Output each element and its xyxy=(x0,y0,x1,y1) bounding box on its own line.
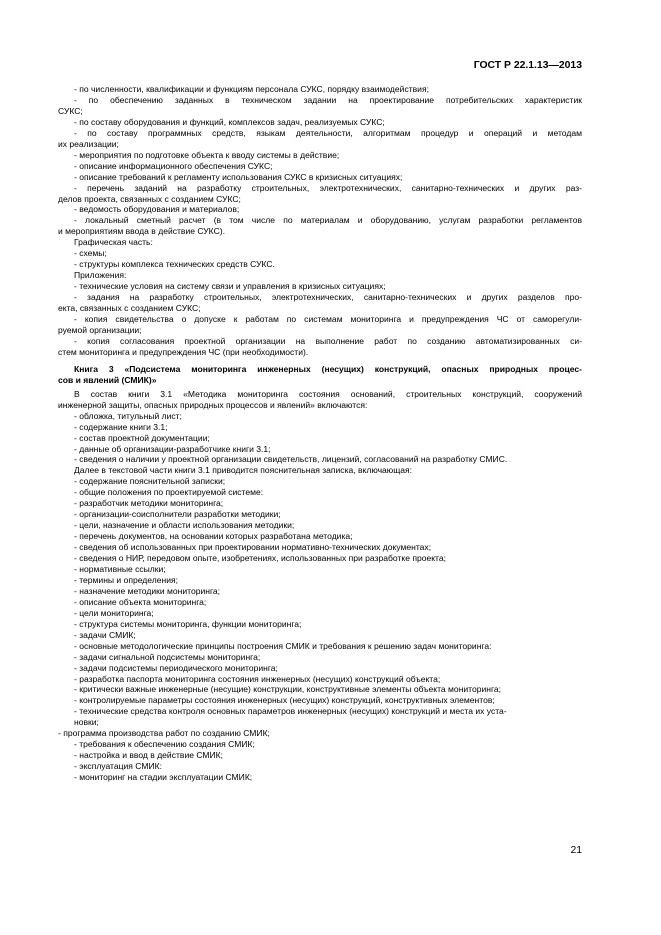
list-item-continuation: - программа производства работ по созданию СМИК; xyxy=(58,728,270,739)
list-item-continuation: их реализации; xyxy=(58,138,119,149)
list-item: - по обеспечению заданных в техническом задании на проектирование потребительских характеристик xyxy=(74,94,582,105)
list-item: - цели мониторинга; xyxy=(74,607,154,618)
list-item-continuation: руемой организации; xyxy=(58,324,142,335)
list-item: - организации-соисполнители разработки методики; xyxy=(74,509,281,520)
list-item: - технические условия на систему связи и управления в кризисных ситуациях; xyxy=(74,281,386,292)
list-item: - задания на разработку строительных, электротехнических, санитарно-технических и других разделов про- xyxy=(74,292,582,303)
list-item: - описание информационного обеспечения СУКС; xyxy=(74,160,273,171)
list-item: - разработчик методики мониторинга; xyxy=(74,498,224,509)
list-item: - требования к обеспечению создания СМИК; xyxy=(74,739,255,750)
paragraph: Далее в текстовой части книги 3.1 приводится пояснительная записка, включающая: xyxy=(74,465,412,476)
list-item: - задачи подсистемы периодического мониторинга; xyxy=(74,662,278,673)
list-item: - эксплуатация СМИК: xyxy=(74,761,162,772)
list-item: - разработка паспорта мониторинга состояния инженерных (несущих) конструкций объекта; xyxy=(74,673,441,684)
list-item: - ведомость оборудования и материалов; xyxy=(74,204,240,215)
list-item: - обложка, титульный лист; xyxy=(74,410,182,421)
list-item-continuation: СУКС; xyxy=(58,105,83,116)
section-label: Приложения: xyxy=(74,270,127,281)
list-item: - состав проектной документации; xyxy=(74,432,210,443)
list-item: - сведения об использованных при проектировании нормативно-технических документах; xyxy=(74,542,432,553)
list-item: - описание требований к регламенту использования СУКС в кризисных ситуациях; xyxy=(74,171,403,182)
list-item: - цели, назначение и области использования методики; xyxy=(74,520,295,531)
list-item: - контролируемые параметры состояния инженерных (несущих) конструкций, конструктивных элементов; xyxy=(74,695,495,706)
list-item: - содержание книги 3.1; xyxy=(74,421,168,432)
list-item: - общие положения по проектируемой системе: xyxy=(74,487,264,498)
list-item: новки; xyxy=(74,717,99,728)
list-item-continuation: стем мониторинга и предупреждения ЧС (при необходимости). xyxy=(58,346,309,357)
list-item: - мероприятия по подготовке объекта к вводу системы в действие; xyxy=(74,149,340,160)
list-item: - критически важные инженерные (несущие) конструкции, конструктивные элементы объекта мониторинга; xyxy=(74,684,502,695)
list-item: - структура системы мониторинга, функции мониторинга; xyxy=(74,618,302,629)
list-item: - описание объекта мониторинга; xyxy=(74,596,207,607)
book-heading: Книга 3 «Подсистема мониторинга инженерных (несущих) конструкций, опасных природных процес- xyxy=(74,363,582,374)
list-item: - по составу программных средств, языкам деятельности, алгоритмам процедур и операций и методам xyxy=(74,127,582,138)
section-label: Графическая часть: xyxy=(74,237,153,248)
paragraph: В состав книги 3.1 «Методика мониторинга состояния оснований, строительных конструкций, сооружений xyxy=(74,388,582,399)
list-item: - задачи сигнальной подсистемы мониторинга; xyxy=(74,651,261,662)
page-number: 21 xyxy=(570,845,582,856)
list-item: - термины и определения; xyxy=(74,574,178,585)
list-item: - перечень документов, на основании которых разработана методика; xyxy=(74,531,353,542)
list-item: - сведения о НИР, передовом опыте, изобретениях, использованных при разработке проекта; xyxy=(74,553,447,564)
list-item-continuation: екта, связанных с созданием СУКС; xyxy=(58,303,201,314)
document-body xyxy=(58,84,582,783)
list-item: - задачи СМИК; xyxy=(74,629,136,640)
list-item: - локальный сметный расчет (в том числе по материалам и оборудованию, услугам разработки регламентов xyxy=(74,215,582,226)
list-item: - основные методологические принципы построения СМИК и требования к решению задач мониторинга: xyxy=(74,640,492,651)
paragraph-continuation: инженерной защиты, опасных природных процессов и явлений» включаются: xyxy=(58,399,368,410)
book-heading-continuation: сов и явлений (СМИК)» xyxy=(58,374,157,385)
list-item: - сведения о наличии у проектной организации свидетельств, лицензий, согласований на разработку СМИС. xyxy=(74,454,508,465)
list-item: - мониторинг на стадии эксплуатации СМИК; xyxy=(74,772,253,783)
list-item: - перечень заданий на разработку строительных, электротехнических, санитарно-технических и других раз- xyxy=(74,182,582,193)
list-item: - по численности, квалификации и функциям персонала СУКС, порядку взаимодействия; xyxy=(74,84,429,94)
list-item: - настройка и ввод в действие СМИК; xyxy=(74,750,224,761)
list-item: - по составу оборудования и функций, комплексов задач, реализуемых СУКС; xyxy=(74,116,385,127)
list-item: - структуры комплекса технических средств СУКС. xyxy=(74,259,275,270)
list-item: - копия согласования проектной организации на выполнение работ по созданию автоматизированных си- xyxy=(74,335,582,346)
list-item: - данные об организации-разработчике книги 3.1; xyxy=(74,443,271,454)
list-item: - нормативные ссылки; xyxy=(74,563,166,574)
list-item: - содержание пояснительной записки; xyxy=(74,476,226,487)
list-item-continuation: и мероприятиям ввода в действие СУКС). xyxy=(58,226,225,237)
list-item: - технические средства контроля основных параметров инженерных (несущих) конструкций и места их уста- xyxy=(74,706,507,717)
document-code-header: ГОСТ Р 22.1.13—2013 xyxy=(473,60,582,71)
list-item-continuation: делов проекта, связанных с созданием СУКС; xyxy=(58,193,241,204)
list-item: - назначение методики мониторинга; xyxy=(74,585,221,596)
list-item: - схемы; xyxy=(74,248,107,259)
list-item: - копия свидетельства о допуске к работам по системам мониторинга и предупреждения ЧС от саморегули- xyxy=(74,314,582,325)
